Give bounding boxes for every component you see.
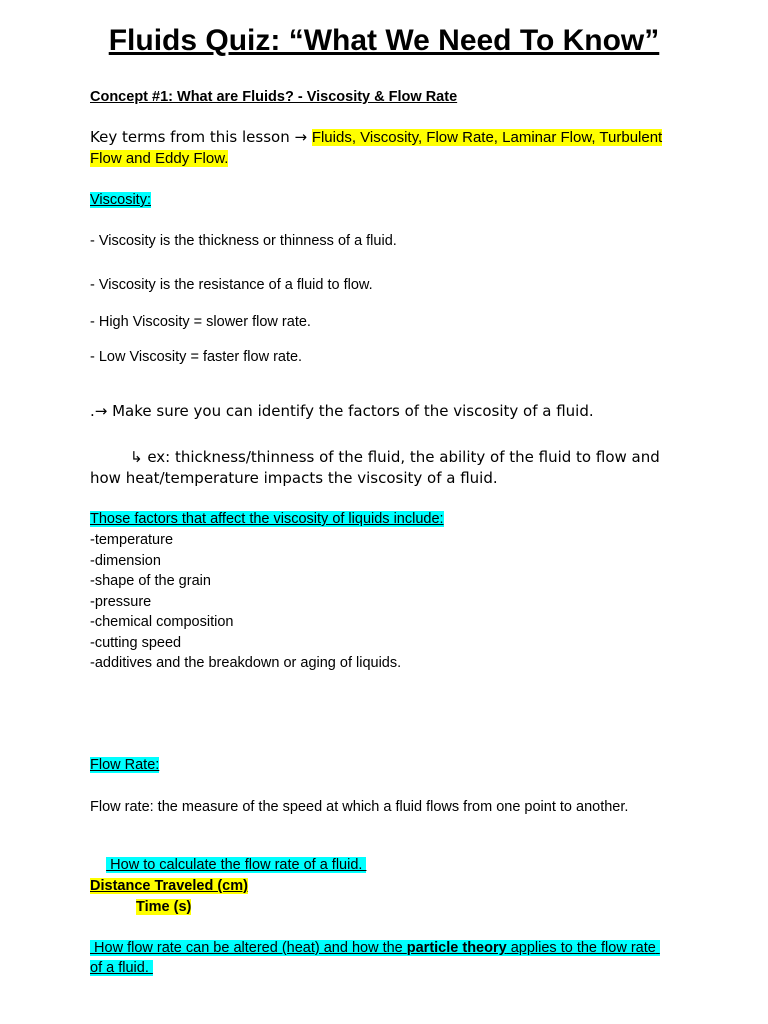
key-terms-list: Fluids, Viscosity, Flow Rate, Laminar Flow, Turbulent Flow and Eddy Flow. xyxy=(90,129,663,167)
list-item: -chemical composition xyxy=(90,614,234,630)
list-item: -pressure xyxy=(90,593,152,610)
viscosity-point: - High Viscosity = slower flow rate. xyxy=(90,314,311,330)
viscosity-heading-text: Viscosity: xyxy=(90,192,151,208)
viscosity-point: - Viscosity is the resistance of a fluid to flow. xyxy=(90,277,373,293)
factors-list xyxy=(90,530,401,674)
calc-heading-text: How to calculate the flow rate of a fluid. xyxy=(106,857,367,873)
flow-rate-heading xyxy=(90,755,159,775)
viscosity-point: - Viscosity is the thickness or thinness of a fluid. xyxy=(90,233,397,249)
formula-numerator-text: Distance Traveled (cm) xyxy=(90,878,248,894)
list-item: -cutting speed xyxy=(90,634,182,651)
key-terms-line xyxy=(90,127,690,169)
page-title: Fluids Quiz: “What We Need To Know” xyxy=(108,24,660,57)
formula-denominator-text: Time (s) xyxy=(136,899,192,915)
formula-numerator xyxy=(90,876,248,896)
viscosity-point: - Low Viscosity = faster flow rate. xyxy=(90,349,303,365)
flow-rate-definition: Flow rate: the measure of the speed at which a fluid flows from one point to another. xyxy=(90,799,629,815)
factors-heading xyxy=(90,509,444,529)
particle-bold: particle theory xyxy=(406,940,507,956)
concept-heading: Concept #1: What are Fluids? - Viscosity & Flow Rate xyxy=(90,89,458,105)
particle-pre: How flow rate can be altered (heat) and how the xyxy=(90,940,407,956)
list-item: -shape of the grain xyxy=(90,573,211,589)
key-terms-prefix: Key terms from this lesson → xyxy=(90,128,312,146)
formula-denominator xyxy=(136,897,191,917)
factors-heading-text: Those factors that affect the viscosity of liquids include: xyxy=(90,511,444,527)
particle-theory-note xyxy=(90,938,670,978)
particle-post: applies to the flow rate of a fluid. xyxy=(90,940,660,976)
list-item: -dimension xyxy=(90,552,161,569)
list-item: -temperature xyxy=(90,532,174,548)
identify-factors-note: .→ Make sure you can identify the factors of the viscosity of a fluid. xyxy=(90,402,594,420)
flow-rate-heading-text: Flow Rate: xyxy=(90,757,160,773)
example-note: ↳ ex: thickness/thinness of the fluid, the ability of the fluid to flow and how heat/temperature impacts the viscosity of a fluid. xyxy=(90,448,660,487)
list-item: -additives and the breakdown or aging of liquids. xyxy=(90,655,402,671)
viscosity-heading xyxy=(90,190,151,210)
